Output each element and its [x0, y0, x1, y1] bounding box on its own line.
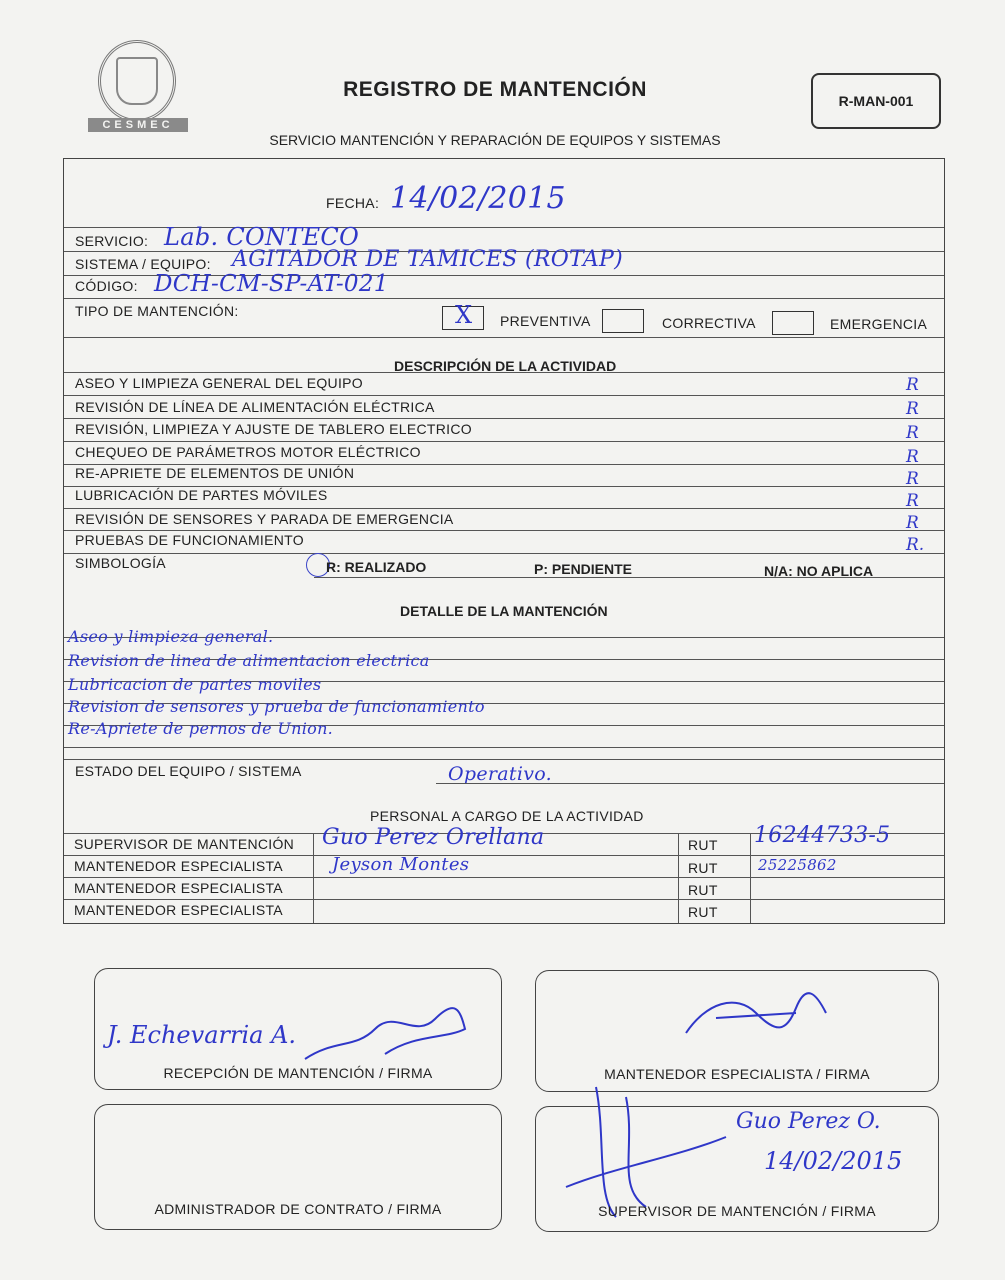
activity-status[interactable]: R	[906, 513, 919, 533]
activity-status[interactable]: R	[906, 491, 919, 511]
legend-no-aplica: N/A: NO APLICA	[764, 563, 874, 579]
form-code-box	[811, 73, 941, 129]
codigo-label: CÓDIGO:	[75, 278, 138, 294]
preventiva-checkbox[interactable]	[442, 301, 484, 330]
detail-line[interactable]: Lubricacion de partes moviles	[68, 675, 322, 694]
company-logo-text: CESMEC	[88, 118, 188, 132]
personnel-table	[64, 823, 944, 923]
recepcion-signer-name: J. Echevarria A.	[107, 1021, 297, 1049]
personnel-heading: PERSONAL A CARGO DE LA ACTIVIDAD	[370, 808, 644, 824]
personnel-name[interactable]: Guo Perez Orellana	[322, 825, 545, 850]
activity-status[interactable]: R	[906, 469, 919, 489]
detail-line[interactable]: Revision de sensores y prueba de funcionamiento	[68, 697, 485, 716]
tipo-label: TIPO DE MANTENCIÓN:	[75, 303, 239, 319]
activity-status[interactable]: R	[906, 375, 919, 395]
estado-label: ESTADO DEL EQUIPO / SISTEMA	[75, 763, 302, 779]
sistema-value[interactable]: AGITADOR DE TAMICES (ROTAP)	[232, 247, 623, 272]
legend-divider	[314, 577, 944, 578]
servicio-value[interactable]: Lab. CONTECO	[164, 223, 360, 251]
rut-label: RUT	[688, 837, 718, 853]
preventiva-label: PREVENTIVA	[500, 313, 591, 329]
activity-label: REVISIÓN, LIMPIEZA Y AJUSTE DE TABLERO ELECTRICO	[75, 421, 472, 437]
activity-status[interactable]: R	[906, 447, 919, 467]
legend-realizado: R: REALIZADO	[326, 559, 427, 575]
supervisor-sign-date: 14/02/2015	[764, 1147, 903, 1175]
activity-label: ASEO Y LIMPIEZA GENERAL DEL EQUIPO	[75, 375, 363, 391]
supervisor-signature-box[interactable]	[535, 1106, 939, 1232]
detail-heading: DETALLE DE LA MANTENCIÓN	[400, 603, 608, 619]
mantenedor-signature-scribble	[676, 983, 836, 1043]
rut-label: RUT	[688, 882, 718, 898]
activity-status[interactable]: R	[906, 423, 919, 443]
mantenedor-signature-box[interactable]	[535, 970, 939, 1092]
activity-label: LUBRICACIÓN DE PARTES MÓVILES	[75, 487, 328, 503]
maintenance-form	[63, 158, 945, 924]
supervisor-signer-name: Guo Perez O.	[736, 1109, 881, 1134]
detail-line[interactable]: Re-Apriete de pernos de Union.	[68, 719, 334, 738]
activity-label: PRUEBAS DE FUNCIONAMIENTO	[75, 532, 304, 548]
detail-line[interactable]: Revision de linea de alimentacion electrica	[68, 651, 430, 670]
administrador-label: ADMINISTRADOR DE CONTRATO / FIRMA	[154, 1201, 442, 1217]
activity-status[interactable]: R	[906, 399, 919, 419]
form-title: REGISTRO DE MANTENCIÓN	[343, 78, 647, 101]
personnel-role: MANTENEDOR ESPECIALISTA	[74, 902, 283, 918]
servicio-label: SERVICIO:	[75, 233, 149, 249]
activities-heading: DESCRIPCIÓN DE LA ACTIVIDAD	[394, 358, 617, 374]
form-subtitle: SERVICIO MANTENCIÓN Y REPARACIÓN DE EQUIPOS Y SISTEMAS	[269, 132, 721, 148]
activity-label: CHEQUEO DE PARÁMETROS MOTOR ELÉCTRICO	[75, 444, 421, 460]
activity-status[interactable]: R.	[906, 535, 925, 555]
emergencia-checkbox[interactable]	[772, 311, 814, 335]
detail-line[interactable]: Aseo y limpieza general.	[68, 627, 274, 646]
legend-pendiente: P: PENDIENTE	[534, 561, 633, 577]
rut-label: RUT	[688, 904, 718, 920]
estado-value[interactable]: Operativo.	[448, 763, 552, 785]
administrador-signature-box[interactable]	[94, 1104, 502, 1230]
personnel-rut[interactable]: 16244733-5	[754, 823, 891, 848]
estado-underline	[436, 783, 944, 784]
personnel-role: MANTENEDOR ESPECIALISTA	[74, 858, 283, 874]
fecha-label: FECHA:	[326, 195, 380, 211]
personnel-role: SUPERVISOR DE MANTENCIÓN	[74, 836, 295, 852]
sistema-label: SISTEMA / EQUIPO:	[75, 256, 211, 272]
supervisor-label: SUPERVISOR DE MANTENCIÓN / FIRMA	[598, 1203, 876, 1219]
form-code: R-MAN-001	[838, 93, 914, 109]
personnel-role: MANTENEDOR ESPECIALISTA	[74, 880, 283, 896]
bureau-veritas-seal	[98, 40, 176, 122]
correctiva-label: CORRECTIVA	[662, 315, 756, 331]
personnel-name[interactable]: Jeyson Montes	[332, 854, 470, 875]
rut-label: RUT	[688, 860, 718, 876]
activity-label: RE-APRIETE DE ELEMENTOS DE UNIÓN	[75, 465, 355, 481]
emergencia-label: EMERGENCIA	[830, 316, 928, 332]
recepcion-signature-box[interactable]	[94, 968, 502, 1090]
mantenedor-label: MANTENEDOR ESPECIALISTA / FIRMA	[604, 1066, 870, 1082]
personnel-rut[interactable]: 25225862	[758, 856, 837, 874]
recepcion-signature-scribble	[295, 999, 475, 1069]
fecha-value[interactable]: 14/02/2015	[390, 181, 566, 216]
activity-label: REVISIÓN DE SENSORES Y PARADA DE EMERGENCIA	[75, 511, 454, 527]
simbologia-label: SIMBOLOGÍA	[75, 555, 166, 571]
codigo-value[interactable]: DCH-CM-SP-AT-021	[154, 271, 389, 297]
correctiva-checkbox[interactable]	[602, 309, 644, 333]
activity-label: REVISIÓN DE LÍNEA DE ALIMENTACIÓN ELÉCTRICA	[75, 399, 435, 415]
checkbox-x-mark: X	[455, 301, 473, 329]
recepcion-label: RECEPCIÓN DE MANTENCIÓN / FIRMA	[163, 1065, 433, 1081]
